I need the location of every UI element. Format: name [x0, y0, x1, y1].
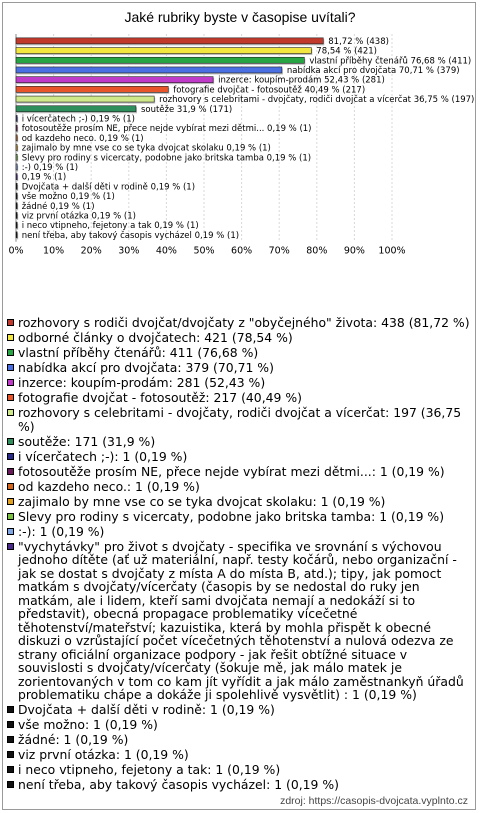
bar-label: Slevy pro rodiny s vicercaty, podobne jako britska tamba 0,19 % (1): [21, 153, 312, 164]
legend-label: odborné články o dvojčatech: 421 (78,54 %): [18, 330, 293, 345]
bar: [16, 232, 17, 238]
legend-swatch: [7, 349, 14, 356]
bar-label: :-) 0,19 % (1): [21, 162, 79, 173]
legend-item: [7, 525, 473, 539]
legend-label: i neco vtipneho, fejetony a tak: 1 (0,19 %): [18, 762, 281, 777]
bar: [16, 67, 282, 73]
legend: [7, 316, 473, 793]
bar-label: i neco vtipneho, fejetony a tak 0,19 % (1): [21, 221, 199, 232]
legend-item: [7, 316, 473, 330]
bar: [16, 57, 304, 63]
bar-label: není třeba, aby takový časopis vycházel 0,19 % (1): [21, 230, 240, 241]
bar: [16, 38, 323, 44]
legend-label: rozhovory s celebritami - dvojčaty, rodiči dvojčat a vícerčat: 197 (36,75 %): [18, 405, 462, 434]
legend-item: [7, 376, 473, 390]
legend-item: [7, 718, 473, 732]
bar-label: fotografie dvojčat - fotosoutěž 40,49 % (217): [173, 85, 366, 96]
legend-item: [7, 495, 473, 509]
legend-item: [7, 748, 473, 762]
legend-swatch: [7, 751, 14, 758]
bar: [16, 106, 136, 112]
bar-label: rozhovory s celebritami - dvojčaty, rodiči dvojčat a vícerčat 36,75 % (197): [159, 95, 475, 106]
bar-label: 78,54 % (421): [316, 46, 377, 57]
x-tick-label: 40%: [155, 245, 177, 257]
legend-label: i vícerčatech ;-): 1 (0,19 %): [18, 448, 188, 464]
bar-label: od kazdeho neco. 0,19 % (1): [21, 133, 144, 144]
legend-item: [7, 480, 473, 494]
legend-label: rozhovory s rodiči dvojčat/dvojčaty z "obyčejného" života: 438 (81,72 %): [18, 315, 470, 330]
x-tick-label: 0%: [8, 245, 24, 257]
x-tick-label: 70%: [268, 245, 290, 257]
legend-label: není třeba, aby takový časopis vycházel: 1 (0,19 %): [18, 777, 339, 792]
legend-item: [7, 346, 473, 360]
legend-swatch: [7, 468, 14, 475]
x-tick-label: 30%: [118, 245, 140, 257]
bar-label: 0,19 % (1): [21, 172, 67, 183]
bar-label: vše možno 0,19 % (1): [21, 192, 115, 203]
bar: [16, 125, 17, 131]
x-ticks: [8, 246, 405, 257]
bar-label: zajimalo by mne vse co se tyka dvojcat skolaku 0,19 % (1): [21, 143, 271, 154]
legend-label: zajimalo by mne vse co se tyka dvojcat skolaku: 1 (0,19 %): [18, 493, 386, 509]
legend-label: soutěže: 171 (31,9 %): [18, 433, 156, 449]
bar: [16, 222, 17, 228]
bar-label: inzerce: koupím-prodám 52,43 % (281): [218, 75, 385, 86]
legend-item: [7, 510, 473, 524]
legend-item: [7, 361, 473, 375]
legend-swatch: [7, 781, 14, 788]
bar: [16, 212, 17, 218]
legend-swatch: [7, 453, 14, 460]
legend-label: od kazdeho neco.: 1 (0,19 %): [18, 478, 200, 494]
x-tick-label: 50%: [193, 245, 215, 257]
legend-label: inzerce: koupím-prodám: 281 (52,43 %): [18, 375, 266, 390]
legend-item: [7, 450, 473, 464]
legend-item: [7, 391, 473, 405]
x-tick-label: 20%: [80, 245, 102, 257]
bar-label: soutěže 31,9 % (171): [140, 104, 233, 115]
bar: [16, 96, 154, 102]
bar-label: i vícerčatech ;-) 0,19 % (1): [21, 114, 135, 125]
legend-swatch: [7, 721, 14, 728]
legend-swatch: [7, 528, 14, 535]
legend-swatch: [7, 736, 14, 743]
legend-swatch: [7, 394, 14, 401]
bar: [16, 183, 17, 189]
legend-swatch: [7, 483, 14, 490]
legend-item: [7, 540, 473, 702]
bar: [16, 86, 168, 92]
bar: [16, 145, 17, 151]
legend-item: [7, 465, 473, 479]
legend-swatch: [7, 379, 14, 386]
bar: [16, 135, 17, 141]
bar-plot: [0, 0, 480, 310]
bar-label: 81,72 % (438): [328, 36, 389, 47]
bar: [16, 48, 311, 54]
x-tick-label: 90%: [343, 245, 365, 257]
legend-swatch: [7, 438, 14, 445]
legend-label: Dvojčata + další děti v rodině: 1 (0,19 %): [18, 702, 275, 717]
bar: [16, 193, 17, 199]
bars: [16, 37, 474, 241]
legend-label: viz první otázka: 1 (0,19 %): [18, 747, 189, 762]
x-tick-label: 10%: [43, 245, 65, 257]
legend-label: "vychytávky" pro život s dvojčaty - specifika ve srovnání s výchovou jednoho dítěte (ať už materiální, např. testy kočárů, nebo organizační - jak se dostat s dvojčaty z místa A do místa B, atd.); tipy, jak pomoct matkám s dvojčaty/vícerčaty (časopis by se nedostal do ruky jen matkám, ale i lidem, kteří sami dvojčata nemají a nedokáží si to představit), obecná propagace problematiky vícečetné těhotenství/mateřství; kazuistika, která by mohla přispět k obecné diskuzi o vzrůstající počet vícečetných těhotenství a nulová odezva ze strany oficiální organizace podpory - jak řešit obtížné situace v souvislosti s dvojčaty/vícerčaty (šokuje mě, jak málo matek je zorientovaných v tom co kam jít vyřídit a jak málo zaměstnankyň úřadů problematiku chápe a dokáže ji spolehlivě vysvětlit) : 1 (0,19 %): [18, 538, 464, 702]
legend-label: fotosoutěže prosím NE, přece nejde vybírat mezi dětmi...: 1 (0,19 %): [18, 463, 445, 479]
legend-item: [7, 435, 473, 449]
bar: [16, 203, 17, 209]
bar-label: žádné 0,19 % (1): [21, 201, 95, 212]
bar: [16, 115, 17, 121]
legend-swatch: [7, 706, 14, 713]
bar-label: viz první otázka 0,19 % (1): [21, 211, 136, 222]
bar-label: fotosoutěže prosím NE, přece nejde vybírat mezi dětmi... 0,19 % (1): [21, 124, 312, 135]
legend-label: fotografie dvojčat - fotosoutěž: 217 (40,49 %): [18, 390, 302, 405]
legend-label: :-): 1 (0,19 %): [18, 523, 105, 539]
x-tick-label: 100%: [378, 245, 406, 257]
legend-swatch: [7, 513, 14, 520]
bar-label: nabídka akcí pro dvojčata 70,71 % (379): [286, 65, 460, 76]
legend-item: [7, 733, 473, 747]
bar-label: vlastní příběhy čtenářů 76,68 % (411): [309, 56, 472, 67]
legend-label: nabídka akcí pro dvojčata: 379 (70,71 %): [18, 360, 274, 375]
bar: [16, 77, 213, 83]
legend-item: [7, 763, 473, 777]
legend-item: [7, 778, 473, 792]
legend-swatch: [7, 334, 14, 341]
x-tick-label: 80%: [306, 245, 328, 257]
legend-label: vlastní příběhy čtenářů: 411 (76,68 %): [18, 345, 259, 360]
legend-item: [7, 406, 473, 433]
legend-label: žádné: 1 (0,19 %): [18, 732, 129, 747]
legend-swatch: [7, 543, 14, 550]
legend-swatch: [7, 364, 14, 371]
legend-item: [7, 331, 473, 345]
legend-swatch: [7, 498, 14, 505]
legend-label: vše možno: 1 (0,19 %): [18, 717, 158, 732]
bar-label: Dvojčata + další děti v rodině 0,19 % (1): [21, 182, 196, 193]
legend-swatch: [7, 409, 14, 416]
x-tick-label: 60%: [231, 245, 253, 257]
bar: [16, 154, 17, 160]
legend-item: [7, 703, 473, 717]
legend-label: Slevy pro rodiny s vicercaty, podobne jako britska tamba: 1 (0,19 %): [18, 508, 445, 524]
bar: [16, 164, 17, 170]
source-text: zdroj: https://casopis-dvojcata.vyplnto.cz: [280, 795, 468, 807]
bar: [16, 174, 17, 180]
chart-title: Jaké rubriky byste v časopise uvítali?: [124, 9, 356, 25]
legend-swatch: [7, 319, 14, 326]
legend-swatch: [7, 766, 14, 773]
